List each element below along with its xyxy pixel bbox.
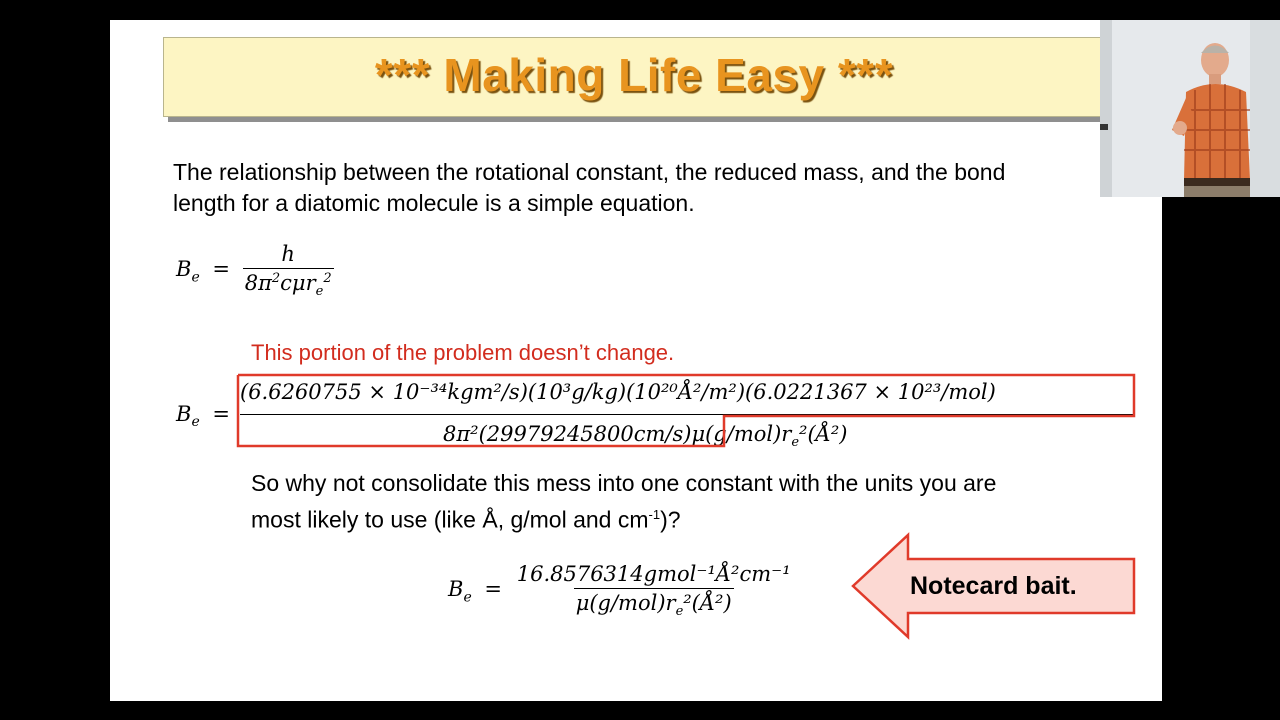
eq2-equals: = [212,402,231,426]
question-line-2: most likely to use (like Å, g/mol and $cm^{-1}$)? [251,506,681,533]
intro-line-2: length for a diatomic molecule is a simple equation. [173,190,695,216]
eq1-lhs: B [176,257,192,282]
eq1-equals: = [212,257,231,282]
equation-simplified [448,562,793,619]
eq3-equals: = [484,577,503,602]
intro-line-1: The relationship between the rotational constant, the reduced mass, and the bond [173,159,1006,185]
presenter-icon [1100,20,1280,197]
presenter-video [1100,20,1280,197]
eq2-denominator-variable: $\mu(g/mol)r_e^2(Å^2)$ [691,422,848,451]
question-line-1: So why not consolidate this mess into one constant with the units you are [251,470,997,496]
eq3-fraction [515,562,793,619]
eq1-lhs-sub: e [191,269,200,286]
eq3-lhs: B [448,577,464,602]
eq3-numerator: 16.8576314gmol⁻¹Å²cm⁻¹ [516,562,791,586]
eq3-lhs-sub: e [463,589,472,606]
eq2-lhs-sub: e [191,414,200,431]
unchanging-portion-note: This portion of the problem doesn’t change. [251,340,675,365]
eq2-denominator-constant: 8π²(29979245800cm/s) [443,422,692,446]
notecard-bait-label: Notecard bait. [910,572,1077,600]
eq1-numerator: h [281,242,295,266]
eq1-denominator: $8\pi^2c\mu r_e^2$ [243,268,334,299]
eq2-numerator: (6.6260755 × 10⁻³⁴kgm²/s)(10³g/kg)(10²⁰Å²/m²)(6.0221367 × 10²³/mol) [240,380,996,404]
slide-title: *** Making Life Easy *** [374,49,894,101]
question-paragraph [251,468,1151,536]
eq2-lhs: B [176,402,192,426]
slide [110,20,1162,701]
eq3-denominator: $\mu(g/mol)r_e^2(Å^2)$ [574,588,734,619]
